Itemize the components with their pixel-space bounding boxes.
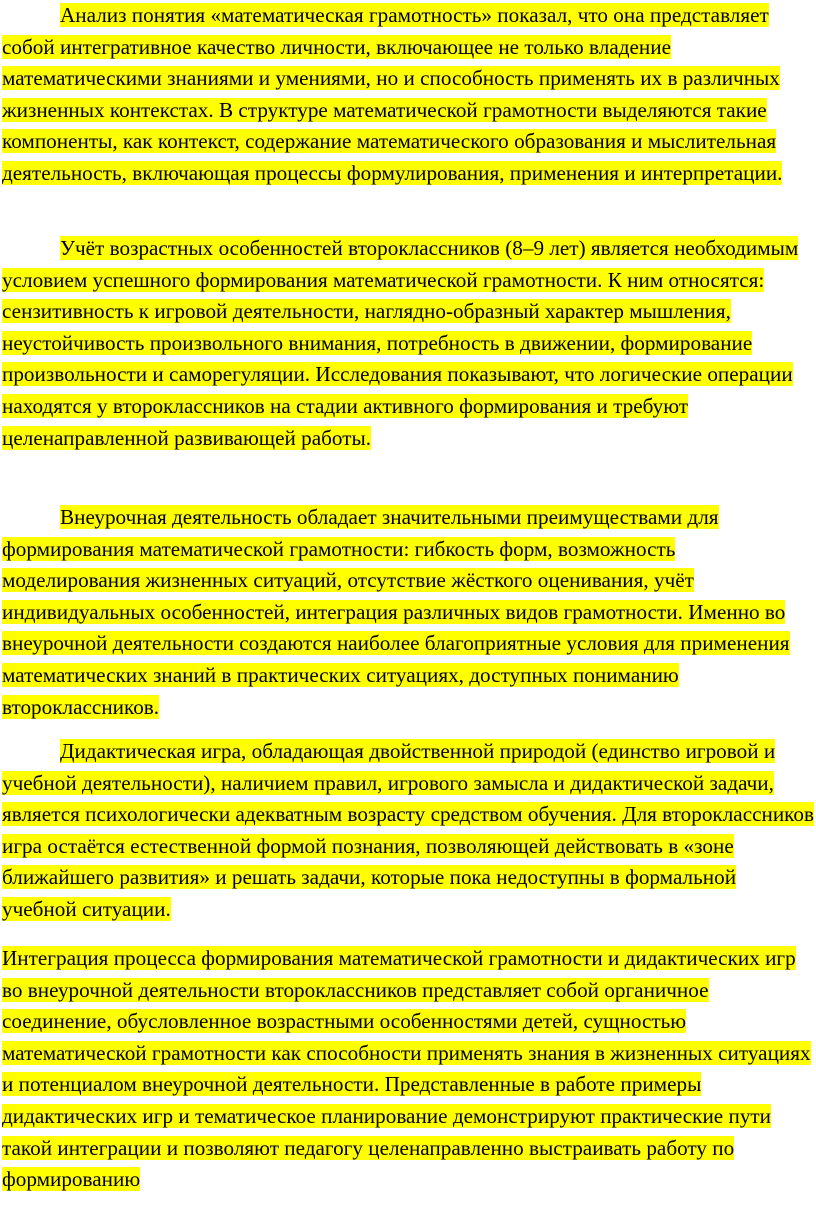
text-line: Дидактическая игра, обладающая двойственной природой (единство bbox=[60, 739, 681, 763]
text-line: грамотности. К ним относятся: сензитивность к игровой деятельности, bbox=[2, 267, 765, 324]
text-line: условия для применения математических знаний в практических ситуациях, bbox=[2, 631, 790, 687]
paragraph-math-literacy-concept bbox=[0, 0, 816, 190]
text-line: игровой и учебной деятельности), наличием правил, игрового замысла и bbox=[2, 739, 776, 795]
text-line: Именно во внеурочной деятельности создаются наиболее благоприятные bbox=[2, 599, 786, 656]
paragraph-integration-conclusion bbox=[0, 943, 816, 1196]
highlighted-text bbox=[2, 739, 814, 921]
paragraph-didactic-game bbox=[0, 736, 816, 926]
text-line: их в различных жизненных контекстах. В структуре математической bbox=[2, 66, 780, 122]
text-line: знания в жизненных ситуациях и потенциалом внеурочной деятельности. bbox=[2, 1040, 811, 1097]
text-line: Внеурочная деятельность обладает значительными преимуществами для bbox=[60, 505, 719, 529]
text-line: доступных пониманию второклассников. bbox=[2, 662, 679, 719]
text-line: средством обучения. Для второклассников игра остаётся естественной формой bbox=[2, 802, 814, 858]
text-line: владение математическими знаниями и умениями, но и способность применять bbox=[2, 34, 671, 91]
text-line: моделирования жизненных ситуаций, отсутствие жёсткого оценивания, учёт bbox=[2, 568, 694, 593]
paragraph-age-features bbox=[0, 233, 816, 454]
highlighted-text bbox=[2, 505, 790, 719]
text-line: детей, сущностью математической грамотности как способности применять bbox=[2, 1009, 687, 1065]
paragraph-extracurricular-activity bbox=[0, 502, 816, 723]
text-line: представляет собой интегративное качество личности, включающее не только bbox=[2, 3, 769, 59]
text-line: индивидуальных особенностей, интеграция различных видов грамотности. bbox=[2, 599, 683, 624]
text-line: дидактической задачи, является психологически адекватным возрасту bbox=[2, 770, 774, 827]
text-line: процессы формулирования, применения и интерпретации. bbox=[254, 160, 783, 185]
text-line: Представленные в работе примеры дидактических игр и тематическое bbox=[2, 1072, 702, 1128]
text-line: задачи, которые пока недоступны в формальной учебной ситуации. bbox=[2, 865, 737, 921]
text-line: позволяют педагогу целенаправленно выстраивать работу по формированию bbox=[2, 1135, 735, 1192]
text-line: Анализ понятия «математическая грамотность» показал, что она bbox=[60, 3, 645, 27]
text-line: грамотности выделяются такие компоненты, как контекст, содержание bbox=[2, 97, 767, 154]
text-line: внимания, потребность в движении, формирование произвольности и bbox=[2, 330, 753, 387]
text-line: целенаправленной развивающей работы. bbox=[2, 425, 372, 450]
text-line: планирование демонстрируют практические пути такой интеграции и bbox=[2, 1103, 772, 1160]
text-line: познания, позволяющей действовать в «зоне ближайшего развития» и решать bbox=[2, 833, 734, 890]
text-line: Интеграция процесса формирования математической грамотности и bbox=[2, 946, 620, 970]
text-line: у второклассников на стадии активного формирования и требуют bbox=[97, 393, 689, 418]
text-line: собой органичное соединение, обусловленное возрастными особенностями bbox=[2, 977, 709, 1034]
text-line: дидактических игр во внеурочной деятельности второклассников представляет bbox=[2, 946, 796, 1002]
text-line: необходимым условием успешного формирования математической bbox=[2, 236, 799, 292]
text-line: формирования математической грамотности: гибкость форм, возможность bbox=[2, 536, 676, 561]
highlighted-text bbox=[2, 3, 782, 185]
highlighted-text bbox=[2, 236, 798, 450]
text-line: Учёт возрастных особенностей второклассников (8–9 лет) является bbox=[60, 236, 669, 260]
text-line: математического образования и мыслительная деятельность, включающая bbox=[2, 129, 777, 185]
text-line: саморегуляции. Исследования показывают, что логические операции находятся bbox=[2, 362, 793, 418]
highlighted-text bbox=[2, 946, 811, 1191]
text-line: наглядно-образный характер мышления, неустойчивость произвольного bbox=[2, 299, 731, 355]
